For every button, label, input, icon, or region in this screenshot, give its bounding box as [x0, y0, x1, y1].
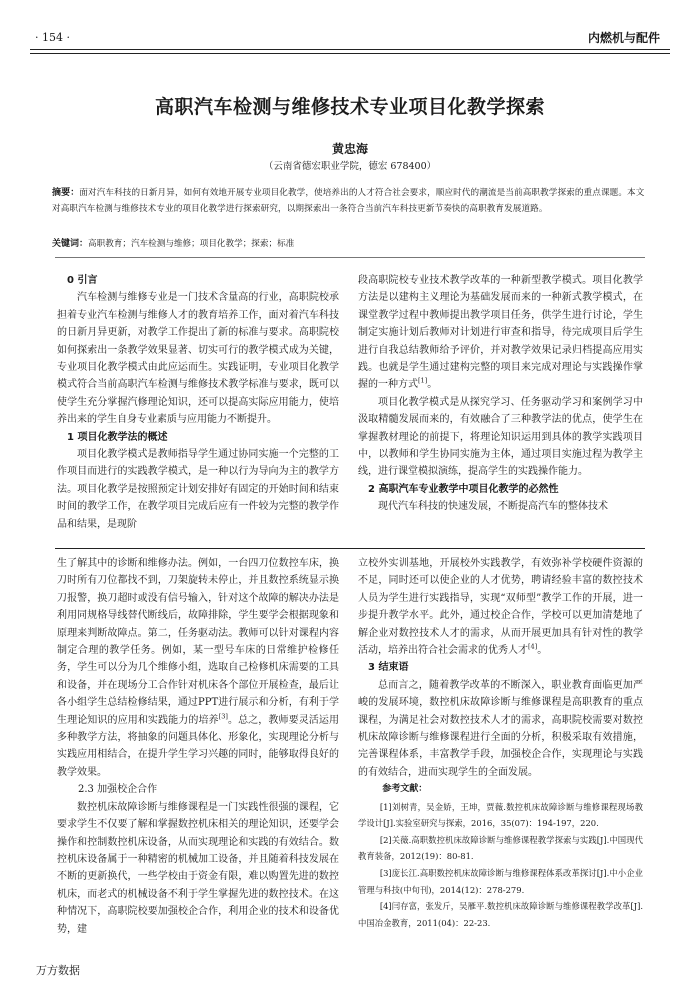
header-rule-thick: [30, 49, 670, 50]
abstract-divider: [55, 257, 645, 258]
lower-right-column: [358, 555, 643, 931]
paragraph-text-end: 。: [537, 645, 548, 657]
abstract-label: 摘要：: [52, 188, 80, 198]
paragraph: [358, 555, 643, 659]
page-number: · 154 ·: [35, 31, 70, 44]
paragraph: [358, 272, 643, 394]
section-0-heading: 0 引言: [67, 275, 98, 286]
paragraph: 项目化教学模式是教师指导学生通过协同实施一个完整的工作项目而进行的实践教学模式，是一种以行为导向为主的教学方法。项目化教学是按照预定计划安排好有固定的开始时间和结束时间的教学工作，在教学项目完成后应有一件较为完整的教学作品和结果，是现阶: [57, 449, 339, 530]
references-heading: 参考文献：: [382, 784, 428, 795]
paragraph-text: 生了解其中的诊断和维修办法。例如，一台四刀位数控车床，换刀时所有刀位都找不到，刀架旋转未停止，并且数控系统显示换刀报警，换刀超时或没有信号输入，针对这个故障的解决办法是利用同规格导线替代断线后，故障排除，学生要学会根据现象和原理来判断故障点。第二，任务驱动法。教师可以针对课程内容制定合理的教学任务。例如，某一型号车床的日常维护检修任务，学生可以分为几个维修小组，选取自己检修机床需要的工具和设备，并在现场分工合作针对机床各个部位开展检查，最后让各小组学生总结检修结果，通过PPT进行展示和分析，有利于学生理论知识的应用和实践能力的培养: [57, 558, 339, 726]
abstract-text: 面对汽车科技的日新月异，如何有效地开展专业项目化教学，使培养出的人才符合社会要求，顺应时代的潮流是当前高职教学探索的重点课题。本文对高职汽车检测与维修技术专业的项目化教学进行探索研究，以期探索出一条符合当前汽车科技更新节奏快的高职教育发展道路。: [52, 188, 645, 214]
reference-item: [3]庞长江.高职数控机床故障诊断与维修课程体系改革探讨[J].中小企业管理与科技(中旬刊)，2014(12)：278-279.: [358, 868, 643, 895]
paragraph-text-end: 。总之，教师要灵活运用多种教学方法，将抽象的问题具体化、形象化，实现理论分析与实践应用相结合，在提升学生学习兴趣的同时，能够取得良好的教学效果。: [57, 714, 340, 778]
paragraph-end: 。: [427, 379, 438, 391]
keywords: [52, 236, 652, 249]
paragraph: 总而言之，随着教学改革的不断深入，职业教育面临更加严峻的发展环境，数控机床故障诊断与维修课程是高职教育的重点课程，为满足社会对数控技术人才的需求，高职院校需要对数控机床故障诊断与维修课程进行全面的分析，积极采取有效措施，完善课程体系，丰富教学手段，加强校企合作，实现理论与实践的有效结合，进而实现学生的全面发展。: [358, 679, 643, 778]
source-watermark: 万方数据: [36, 964, 80, 977]
upper-left-column: [57, 272, 339, 533]
paragraph: 项目化教学模式是从探究学习、任务驱动学习和案例学习中汲取精髓发展而来的，有效融合了三种教学法的优点，使学生在掌握教材理论的前提下，将理论知识运用到具体的教学实践项目中，以教师和学生协同实施为主体，通过项目实施过程为教学主线，进行课堂模拟演练，提高学生的实践操作能力。: [358, 396, 643, 478]
subsection-heading: 2.3 加强校企合作: [78, 784, 158, 796]
article-author: 黄忠海: [331, 142, 368, 156]
article-title: 高职汽车检测与维修技术专业项目化教学探索: [154, 96, 545, 118]
section-2-heading: 2 高职汽车专业教学中项目化教学的必然性: [368, 483, 559, 495]
header-rule-thin: [30, 53, 670, 54]
paragraph: 汽车检测与维修专业是一门技术含量高的行业，高职院校承担着专业汽车检测与维修人才的教育培养工作，面对着汽车科技的日新月异更新，对教学工作提出了新的标准与要求。高职院校如何探索出一条教学效果显著、切实可行的教学模式成为关键，专业项目化教学模式由此应运而生。实践证明，专业项目化教学模式符合当前高职汽车检测与维修技术教学标准与要求，既可以使学生充分掌握汽修理论知识，还可以提高实际应用能力，使培养出来的学生自身专业素质与应用能力不断提升。: [57, 292, 339, 426]
paragraph-text: 立校外实训基地，开展校外实践教学，有效弥补学校硬件资源的不足，同时还可以使企业的人才优势，聘请经验丰富的数控技术人员为学生进行实践指导，实现“双师型”教学工作的开展，进一步提升教学水平。此外，通过校企合作，学校可以更加清楚地了解企业对数控技术人才的需求，从而开展更加具有针对性的教学活动，培养出符合社会需求的优秀人才: [358, 558, 643, 657]
citation: [3]: [218, 712, 228, 721]
paragraph: [57, 555, 339, 781]
journal-name: 内燃机与配件: [587, 31, 660, 45]
citation: [1]: [418, 377, 428, 386]
author-affiliation: （云南省德宏职业学院，德宏 678400）: [263, 161, 437, 172]
reference-item: [4]闫存富，张发斤，吴雁平.数控机床故障诊断与维修课程教学改革[J].中国冶金教育，2011(04)：22-23.: [358, 901, 643, 928]
paragraph-text: 段高职院校专业技术教学改革的一种新型教学模式。项目化教学方法是以建构主义理论为基础发展而来的一种新式教学模式，在课堂教学过程中教师提出教学项目任务，供学生进行讨论，学生制定实施计划后教师对计划进行审查和指导，待完成项目后学生进行自我总结教师给予评价，并对教学效果记录归档提高应用实践。也就是学生通过建构完整的项目来完成对理论与实践操作掌握的一种方式: [358, 275, 643, 391]
paragraph: 数控机床故障诊断与维修课程是一门实践性很强的课程，它要求学生不仅要了解和掌握数控机床相关的理论知识，还要学会操作和控制数控机床设备，从而实现理论和实践的有效结合。数控机床设备属于一种精密的机械加工设备，并且随着科技发展在不断的更新换代，一些学校由于资金有限，难以购置先进的数控机床，而老式的机械设备不利于学生掌握先进的数控技术。在这种情况下，高职院校要加强校企合作，利用企业的技术和设备优势，建: [57, 801, 339, 935]
section-3-heading: 3 结束语: [368, 662, 409, 674]
section-1-heading: 1 项目化教学法的概述: [67, 431, 168, 443]
reference-item: [2]关薇.高职数控机床故障诊断与维修课程教学探索与实践[J].中国现代教育装备，2012(19)：80-81.: [358, 834, 643, 862]
keywords-text: 高职教育；汽车检测与维修；项目化教学；探索；标准: [88, 239, 295, 249]
citation: [4]: [528, 642, 538, 651]
section-divider: [55, 548, 645, 549]
upper-right-column: [358, 272, 643, 516]
lower-left-column: [57, 555, 339, 938]
abstract: [52, 186, 652, 217]
keywords-label: 关键词：: [52, 239, 89, 249]
reference-item: [1]刘树青，吴金娇，王坤，贾薇.数控机床故障诊断与维修课程现场教学设计[J].实验室研究与探索，2016，35(07)：194-197，220.: [358, 801, 643, 829]
paragraph: 现代汽车科技的快速发展，不断提高汽车的整体技术: [378, 501, 608, 513]
